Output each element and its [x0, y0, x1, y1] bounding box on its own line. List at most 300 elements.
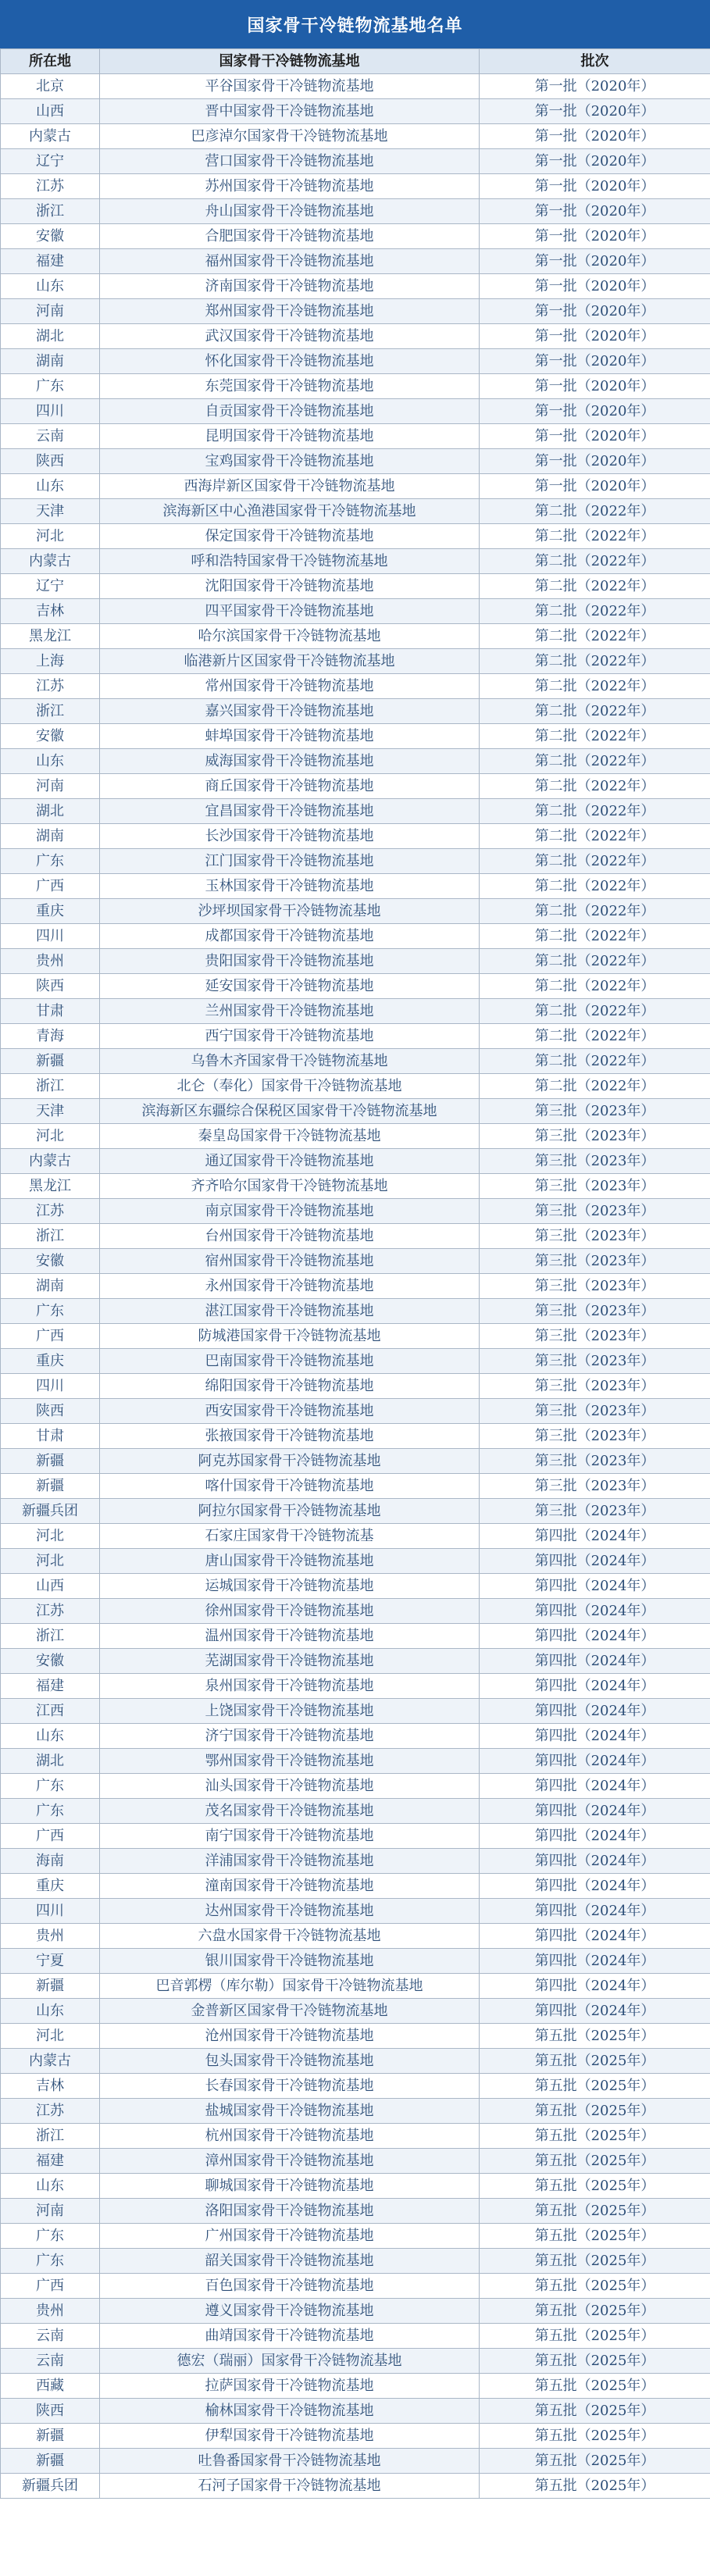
cell-base-name: 怀化国家骨干冷链物流基地	[100, 349, 480, 374]
cell-batch: 第二批（2022年）	[480, 724, 710, 749]
cell-base-name: 南京国家骨干冷链物流基地	[100, 1199, 480, 1224]
cell-base-name: 拉萨国家骨干冷链物流基地	[100, 2374, 480, 2399]
cell-batch: 第二批（2022年）	[480, 774, 710, 799]
cell-batch: 第二批（2022年）	[480, 1024, 710, 1049]
cell-location: 陕西	[1, 449, 100, 474]
cell-base-name: 通辽国家骨干冷链物流基地	[100, 1149, 480, 1174]
table-row	[1, 1249, 710, 1274]
cell-batch: 第五批（2025年）	[480, 2199, 710, 2224]
cell-location: 河南	[1, 299, 100, 324]
cell-location: 宁夏	[1, 1949, 100, 1974]
cell-base-name: 东莞国家骨干冷链物流基地	[100, 374, 480, 399]
cell-location: 新疆	[1, 1449, 100, 1474]
cell-location: 天津	[1, 499, 100, 524]
cell-location: 安徽	[1, 1649, 100, 1674]
table-body	[1, 74, 710, 2499]
cell-batch: 第四批（2024年）	[480, 1649, 710, 1674]
table-row	[1, 1849, 710, 1874]
cell-base-name: 包头国家骨干冷链物流基地	[100, 2049, 480, 2074]
cell-location: 贵州	[1, 1924, 100, 1949]
cell-batch: 第二批（2022年）	[480, 574, 710, 599]
cell-base-name: 昆明国家骨干冷链物流基地	[100, 424, 480, 449]
table-row	[1, 1499, 710, 1524]
cell-base-name: 江门国家骨干冷链物流基地	[100, 849, 480, 874]
cell-base-name: 滨海新区东疆综合保税区国家骨干冷链物流基地	[100, 1099, 480, 1124]
cell-batch: 第二批（2022年）	[480, 949, 710, 974]
table-row	[1, 824, 710, 849]
cell-batch: 第四批（2024年）	[480, 1549, 710, 1574]
table-row	[1, 774, 710, 799]
cell-base-name: 长沙国家骨干冷链物流基地	[100, 824, 480, 849]
cell-location: 青海	[1, 1024, 100, 1049]
cell-location: 贵州	[1, 949, 100, 974]
cell-base-name: 沧州国家骨干冷链物流基地	[100, 2024, 480, 2049]
cell-base-name: 晋中国家骨干冷链物流基地	[100, 99, 480, 124]
cell-base-name: 西海岸新区国家骨干冷链物流基地	[100, 474, 480, 499]
table-row	[1, 2024, 710, 2049]
cell-base-name: 哈尔滨国家骨干冷链物流基地	[100, 624, 480, 649]
table-row	[1, 424, 710, 449]
cell-location: 新疆	[1, 2449, 100, 2474]
cell-base-name: 呼和浩特国家骨干冷链物流基地	[100, 549, 480, 574]
cell-batch: 第四批（2024年）	[480, 1724, 710, 1749]
cell-batch: 第二批（2022年）	[480, 749, 710, 774]
table-row	[1, 2449, 710, 2474]
cell-batch: 第五批（2025年）	[480, 2124, 710, 2149]
cell-batch: 第二批（2022年）	[480, 549, 710, 574]
cell-location: 广东	[1, 1799, 100, 1824]
cell-batch: 第三批（2023年）	[480, 1399, 710, 1424]
cell-location: 山东	[1, 2174, 100, 2199]
cell-batch: 第四批（2024年）	[480, 1999, 710, 2024]
cell-base-name: 德宏（瑞丽）国家骨干冷链物流基地	[100, 2349, 480, 2374]
cell-location: 河北	[1, 1524, 100, 1549]
cell-base-name: 运城国家骨干冷链物流基地	[100, 1574, 480, 1599]
cell-base-name: 蚌埠国家骨干冷链物流基地	[100, 724, 480, 749]
header-location: 所在地	[1, 49, 100, 74]
table-row	[1, 699, 710, 724]
table-row	[1, 1149, 710, 1174]
cell-base-name: 韶关国家骨干冷链物流基地	[100, 2249, 480, 2274]
cell-location: 山东	[1, 1999, 100, 2024]
cell-location: 山西	[1, 99, 100, 124]
cell-base-name: 秦皇岛国家骨干冷链物流基地	[100, 1124, 480, 1149]
cell-batch: 第二批（2022年）	[480, 824, 710, 849]
cell-location: 浙江	[1, 2124, 100, 2149]
cell-base-name: 唐山国家骨干冷链物流基地	[100, 1549, 480, 1574]
cell-location: 安徽	[1, 1249, 100, 1274]
cell-base-name: 常州国家骨干冷链物流基地	[100, 674, 480, 699]
table-row	[1, 2399, 710, 2424]
cell-batch: 第四批（2024年）	[480, 1774, 710, 1799]
cell-batch: 第二批（2022年）	[480, 674, 710, 699]
table-row	[1, 2049, 710, 2074]
cell-base-name: 汕头国家骨干冷链物流基地	[100, 1774, 480, 1799]
cell-base-name: 玉林国家骨干冷链物流基地	[100, 874, 480, 899]
table-row	[1, 1199, 710, 1224]
cell-location: 四川	[1, 924, 100, 949]
cell-location: 浙江	[1, 1624, 100, 1649]
cell-batch: 第三批（2023年）	[480, 1099, 710, 1124]
cell-batch: 第三批（2023年）	[480, 1324, 710, 1349]
table-row	[1, 1549, 710, 1574]
table-row	[1, 1274, 710, 1299]
cell-location: 北京	[1, 74, 100, 99]
cell-base-name: 百色国家骨干冷链物流基地	[100, 2274, 480, 2299]
cell-base-name: 四平国家骨干冷链物流基地	[100, 599, 480, 624]
cell-location: 广东	[1, 849, 100, 874]
cell-base-name: 巴彦淖尔国家骨干冷链物流基地	[100, 124, 480, 149]
cell-location: 重庆	[1, 1349, 100, 1374]
cell-base-name: 福州国家骨干冷链物流基地	[100, 249, 480, 274]
table-row	[1, 299, 710, 324]
cell-base-name: 宜昌国家骨干冷链物流基地	[100, 799, 480, 824]
cell-batch: 第五批（2025年）	[480, 2174, 710, 2199]
cell-location: 广西	[1, 1824, 100, 1849]
table-row	[1, 2174, 710, 2199]
table-row	[1, 2424, 710, 2449]
cell-base-name: 临港新片区国家骨干冷链物流基地	[100, 649, 480, 674]
cell-batch: 第二批（2022年）	[480, 499, 710, 524]
cell-batch: 第四批（2024年）	[480, 1924, 710, 1949]
cell-batch: 第五批（2025年）	[480, 2274, 710, 2299]
cell-location: 江苏	[1, 2099, 100, 2124]
cell-location: 河北	[1, 2024, 100, 2049]
table-row	[1, 1049, 710, 1074]
cell-location: 甘肃	[1, 999, 100, 1024]
cell-location: 内蒙古	[1, 2049, 100, 2074]
table-row	[1, 674, 710, 699]
cell-batch: 第二批（2022年）	[480, 624, 710, 649]
cell-base-name: 杭州国家骨干冷链物流基地	[100, 2124, 480, 2149]
table-row	[1, 74, 710, 99]
cell-base-name: 北仑（奉化）国家骨干冷链物流基地	[100, 1074, 480, 1099]
table-row	[1, 274, 710, 299]
table-row	[1, 2099, 710, 2124]
table-row	[1, 2299, 710, 2324]
cell-base-name: 郑州国家骨干冷链物流基地	[100, 299, 480, 324]
cell-location: 吉林	[1, 2074, 100, 2099]
table-row	[1, 474, 710, 499]
cell-batch: 第二批（2022年）	[480, 799, 710, 824]
table-row	[1, 949, 710, 974]
cell-location: 湖南	[1, 824, 100, 849]
cell-batch: 第四批（2024年）	[480, 1824, 710, 1849]
cell-base-name: 温州国家骨干冷链物流基地	[100, 1624, 480, 1649]
cell-batch: 第三批（2023年）	[480, 1149, 710, 1174]
cell-base-name: 潼南国家骨干冷链物流基地	[100, 1874, 480, 1899]
cell-batch: 第四批（2024年）	[480, 1974, 710, 1999]
cell-batch: 第三批（2023年）	[480, 1224, 710, 1249]
cell-batch: 第五批（2025年）	[480, 2424, 710, 2449]
cell-location: 河南	[1, 2199, 100, 2224]
cell-base-name: 阿拉尔国家骨干冷链物流基地	[100, 1499, 480, 1524]
cell-batch: 第一批（2020年）	[480, 224, 710, 249]
cell-location: 新疆兵团	[1, 1499, 100, 1524]
table-row	[1, 499, 710, 524]
cell-location: 湖北	[1, 1749, 100, 1774]
cell-batch: 第一批（2020年）	[480, 374, 710, 399]
table-row	[1, 1674, 710, 1699]
cell-batch: 第三批（2023年）	[480, 1299, 710, 1324]
table-row	[1, 799, 710, 824]
cell-location: 福建	[1, 2149, 100, 2174]
cell-location: 甘肃	[1, 1424, 100, 1449]
cell-location: 贵州	[1, 2299, 100, 2324]
cell-base-name: 金普新区国家骨干冷链物流基地	[100, 1999, 480, 2024]
cell-location: 广东	[1, 2249, 100, 2274]
cell-batch: 第三批（2023年）	[480, 1249, 710, 1274]
cell-batch: 第一批（2020年）	[480, 99, 710, 124]
cell-base-name: 齐齐哈尔国家骨干冷链物流基地	[100, 1174, 480, 1199]
cell-batch: 第三批（2023年）	[480, 1499, 710, 1524]
cell-base-name: 达州国家骨干冷链物流基地	[100, 1899, 480, 1924]
cell-base-name: 防城港国家骨干冷链物流基地	[100, 1324, 480, 1349]
cell-location: 河北	[1, 524, 100, 549]
header-batch: 批次	[480, 49, 710, 74]
table-row	[1, 1124, 710, 1149]
cell-batch: 第五批（2025年）	[480, 2324, 710, 2349]
cell-batch: 第三批（2023年）	[480, 1449, 710, 1474]
cell-location: 河北	[1, 1124, 100, 1149]
cell-location: 云南	[1, 2349, 100, 2374]
cell-batch: 第五批（2025年）	[480, 2249, 710, 2274]
cell-location: 四川	[1, 1899, 100, 1924]
table-row	[1, 1474, 710, 1499]
cell-batch: 第一批（2020年）	[480, 199, 710, 224]
table-row	[1, 1024, 710, 1049]
cell-base-name: 泉州国家骨干冷链物流基地	[100, 1674, 480, 1699]
table-row	[1, 549, 710, 574]
cell-base-name: 芜湖国家骨干冷链物流基地	[100, 1649, 480, 1674]
cell-location: 湖北	[1, 799, 100, 824]
table-row	[1, 649, 710, 674]
cell-base-name: 营口国家骨干冷链物流基地	[100, 149, 480, 174]
cell-location: 重庆	[1, 1874, 100, 1899]
table-row	[1, 374, 710, 399]
cell-location: 广东	[1, 374, 100, 399]
cell-location: 内蒙古	[1, 124, 100, 149]
cell-batch: 第五批（2025年）	[480, 2024, 710, 2049]
cell-base-name: 保定国家骨干冷链物流基地	[100, 524, 480, 549]
cell-batch: 第三批（2023年）	[480, 1374, 710, 1399]
cell-batch: 第二批（2022年）	[480, 1074, 710, 1099]
cell-base-name: 武汉国家骨干冷链物流基地	[100, 324, 480, 349]
cell-location: 山东	[1, 1724, 100, 1749]
cell-batch: 第一批（2020年）	[480, 349, 710, 374]
cell-base-name: 绵阳国家骨干冷链物流基地	[100, 1374, 480, 1399]
cell-base-name: 鄂州国家骨干冷链物流基地	[100, 1749, 480, 1774]
table-row	[1, 1874, 710, 1899]
cell-batch: 第三批（2023年）	[480, 1274, 710, 1299]
cell-base-name: 宿州国家骨干冷链物流基地	[100, 1249, 480, 1274]
cell-location: 江西	[1, 1699, 100, 1724]
cell-batch: 第四批（2024年）	[480, 1874, 710, 1899]
cell-batch: 第二批（2022年）	[480, 849, 710, 874]
cell-location: 山东	[1, 474, 100, 499]
cell-batch: 第二批（2022年）	[480, 874, 710, 899]
cell-location: 重庆	[1, 899, 100, 924]
cell-batch: 第三批（2023年）	[480, 1124, 710, 1149]
cell-batch: 第四批（2024年）	[480, 1674, 710, 1699]
cell-base-name: 阿克苏国家骨干冷链物流基地	[100, 1449, 480, 1474]
table-row	[1, 1299, 710, 1324]
table-row	[1, 1624, 710, 1649]
table-row	[1, 2324, 710, 2349]
table-row	[1, 2349, 710, 2374]
cell-base-name: 广州国家骨干冷链物流基地	[100, 2224, 480, 2249]
cell-batch: 第四批（2024年）	[480, 1849, 710, 1874]
cell-location: 陕西	[1, 1399, 100, 1424]
cell-location: 浙江	[1, 199, 100, 224]
cell-base-name: 威海国家骨干冷链物流基地	[100, 749, 480, 774]
cell-base-name: 湛江国家骨干冷链物流基地	[100, 1299, 480, 1324]
cell-base-name: 长春国家骨干冷链物流基地	[100, 2074, 480, 2099]
cell-location: 陕西	[1, 974, 100, 999]
cell-base-name: 银川国家骨干冷链物流基地	[100, 1949, 480, 1974]
cell-base-name: 永州国家骨干冷链物流基地	[100, 1274, 480, 1299]
cell-location: 山东	[1, 749, 100, 774]
table-row	[1, 199, 710, 224]
cell-location: 四川	[1, 1374, 100, 1399]
table-row	[1, 174, 710, 199]
cell-location: 广东	[1, 1774, 100, 1799]
cell-base-name: 嘉兴国家骨干冷链物流基地	[100, 699, 480, 724]
table-row	[1, 999, 710, 1024]
cell-location: 陕西	[1, 2399, 100, 2424]
table-row	[1, 249, 710, 274]
cell-base-name: 遵义国家骨干冷链物流基地	[100, 2299, 480, 2324]
cell-location: 四川	[1, 399, 100, 424]
cell-batch: 第三批（2023年）	[480, 1349, 710, 1374]
cell-location: 新疆	[1, 2424, 100, 2449]
cell-location: 上海	[1, 649, 100, 674]
cell-base-name: 榆林国家骨干冷链物流基地	[100, 2399, 480, 2424]
cell-base-name: 宝鸡国家骨干冷链物流基地	[100, 449, 480, 474]
cell-location: 湖南	[1, 349, 100, 374]
cell-location: 湖北	[1, 324, 100, 349]
cell-batch: 第五批（2025年）	[480, 2449, 710, 2474]
cell-batch: 第一批（2020年）	[480, 399, 710, 424]
table-row	[1, 2224, 710, 2249]
table-row	[1, 1324, 710, 1349]
cell-batch: 第二批（2022年）	[480, 599, 710, 624]
table-row	[1, 1924, 710, 1949]
cell-batch: 第二批（2022年）	[480, 1049, 710, 1074]
cell-batch: 第一批（2020年）	[480, 274, 710, 299]
table-row	[1, 1399, 710, 1424]
cell-batch: 第一批（2020年）	[480, 424, 710, 449]
table-row	[1, 1524, 710, 1549]
cell-location: 黑龙江	[1, 624, 100, 649]
cell-base-name: 上饶国家骨干冷链物流基地	[100, 1699, 480, 1724]
cell-base-name: 石河子国家骨干冷链物流基地	[100, 2474, 480, 2499]
cell-base-name: 徐州国家骨干冷链物流基地	[100, 1599, 480, 1624]
cell-base-name: 南宁国家骨干冷链物流基地	[100, 1824, 480, 1849]
cell-base-name: 张掖国家骨干冷链物流基地	[100, 1424, 480, 1449]
cell-batch: 第四批（2024年）	[480, 1624, 710, 1649]
cell-base-name: 舟山国家骨干冷链物流基地	[100, 199, 480, 224]
cell-location: 山东	[1, 274, 100, 299]
cell-batch: 第一批（2020年）	[480, 474, 710, 499]
cell-base-name: 聊城国家骨干冷链物流基地	[100, 2174, 480, 2199]
cell-location: 安徽	[1, 224, 100, 249]
cell-location: 江苏	[1, 1199, 100, 1224]
cell-base-name: 六盘水国家骨干冷链物流基地	[100, 1924, 480, 1949]
table-row	[1, 524, 710, 549]
cell-location: 浙江	[1, 1074, 100, 1099]
table-row	[1, 324, 710, 349]
cell-base-name: 台州国家骨干冷链物流基地	[100, 1224, 480, 1249]
cell-base-name: 洛阳国家骨干冷链物流基地	[100, 2199, 480, 2224]
cell-base-name: 平谷国家骨干冷链物流基地	[100, 74, 480, 99]
table-row	[1, 1724, 710, 1749]
table-row	[1, 2149, 710, 2174]
cell-base-name: 喀什国家骨干冷链物流基地	[100, 1474, 480, 1499]
cell-location: 河南	[1, 774, 100, 799]
cell-batch: 第三批（2023年）	[480, 1474, 710, 1499]
table-row	[1, 749, 710, 774]
cell-location: 广东	[1, 2224, 100, 2249]
cell-batch: 第五批（2025年）	[480, 2099, 710, 2124]
cell-location: 黑龙江	[1, 1174, 100, 1199]
cell-location: 新疆	[1, 1049, 100, 1074]
cell-base-name: 济南国家骨干冷链物流基地	[100, 274, 480, 299]
table-row	[1, 2124, 710, 2149]
cell-base-name: 兰州国家骨干冷链物流基地	[100, 999, 480, 1024]
header-base-name: 国家骨干冷链物流基地	[100, 49, 480, 74]
cell-batch: 第四批（2024年）	[480, 1749, 710, 1774]
cell-base-name: 吐鲁番国家骨干冷链物流基地	[100, 2449, 480, 2474]
cell-batch: 第五批（2025年）	[480, 2074, 710, 2099]
table-row	[1, 1774, 710, 1799]
table-row	[1, 449, 710, 474]
cell-location: 云南	[1, 2324, 100, 2349]
cell-location: 新疆	[1, 1974, 100, 1999]
cell-base-name: 巴音郭楞（库尔勒）国家骨干冷链物流基地	[100, 1974, 480, 1999]
table-row	[1, 1374, 710, 1399]
table-row	[1, 849, 710, 874]
table-row	[1, 2249, 710, 2274]
cell-batch: 第五批（2025年）	[480, 2049, 710, 2074]
table-row	[1, 1974, 710, 1999]
cell-location: 内蒙古	[1, 1149, 100, 1174]
table-row	[1, 124, 710, 149]
table-row	[1, 624, 710, 649]
cell-batch: 第一批（2020年）	[480, 74, 710, 99]
table-row	[1, 574, 710, 599]
table-row	[1, 1949, 710, 1974]
cell-batch: 第四批（2024年）	[480, 1599, 710, 1624]
table-row	[1, 1349, 710, 1374]
table-row	[1, 224, 710, 249]
table-row	[1, 1999, 710, 2024]
cell-location: 内蒙古	[1, 549, 100, 574]
table-row	[1, 899, 710, 924]
cell-batch: 第二批（2022年）	[480, 974, 710, 999]
cell-batch: 第二批（2022年）	[480, 924, 710, 949]
table-row	[1, 1449, 710, 1474]
cell-batch: 第四批（2024年）	[480, 1949, 710, 1974]
cell-location: 新疆	[1, 1474, 100, 1499]
table-row	[1, 1174, 710, 1199]
cell-location: 海南	[1, 1849, 100, 1874]
cell-batch: 第二批（2022年）	[480, 899, 710, 924]
table-row	[1, 1824, 710, 1849]
cell-batch: 第三批（2023年）	[480, 1424, 710, 1449]
table-row	[1, 349, 710, 374]
table-row	[1, 399, 710, 424]
